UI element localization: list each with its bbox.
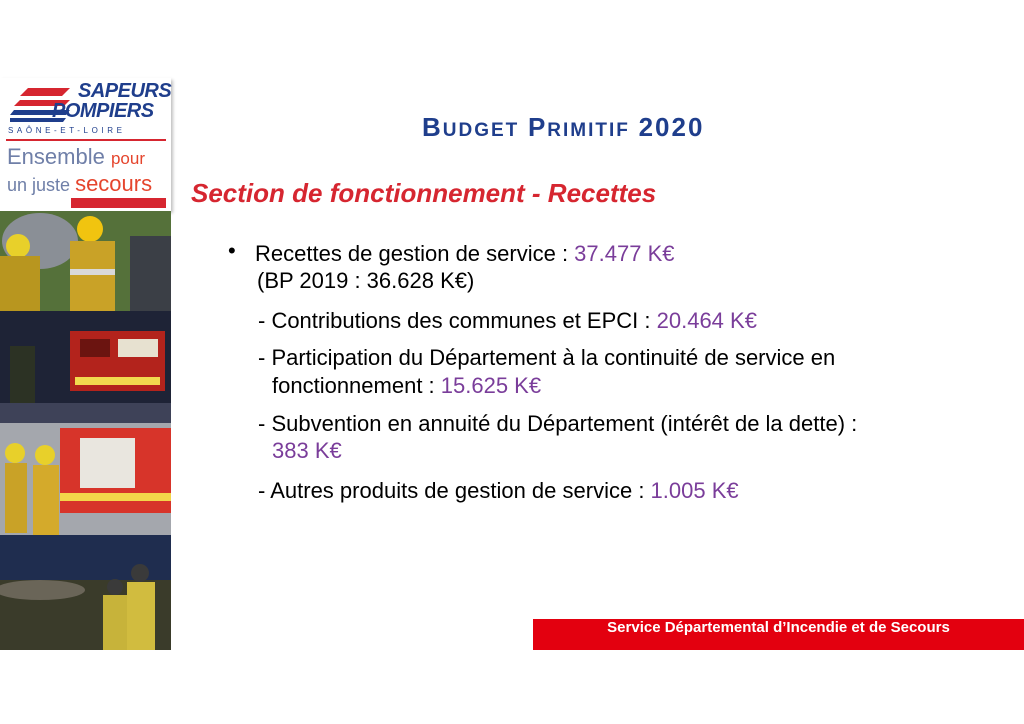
slogan-un-juste: un juste [7,175,71,195]
sub1-value: 20.464 K€ [656,308,757,333]
photo-fire-truck-night [0,311,171,423]
sdis-logo [0,78,171,211]
sub-item-autres [258,478,739,504]
sub-item-contributions [258,308,757,334]
main-bp: (BP 2019 : 36.628 K€) [257,268,475,293]
photo-ambulance [0,423,171,535]
bullet-icon: • [228,238,236,263]
slogan-ensemble: Ensemble [7,144,105,169]
slogan-line-2 [7,171,152,197]
slogan-pour: pour [110,149,145,168]
section-title: Section de fonctionnement - Recettes [191,178,657,208]
main-value: 37.477 K€ [574,241,675,266]
title-b: B [422,112,443,142]
logo-divider [6,139,166,141]
logo-pompiers: POMPIERS [52,100,154,122]
sub-item-participation-line1: - Participation du Département à la continuité de service en [258,345,836,370]
sub3-value: 383 K€ [272,438,342,463]
photo-wildfire [0,535,171,650]
slide-title [422,112,704,143]
photo-firefighters-rescue [0,211,171,311]
sub2-label: fonctionnement : [272,373,441,398]
title-p: P [527,112,548,142]
slogan-secours: secours [75,171,153,196]
sub3-value-line [272,438,342,464]
title-rimitif: RIMITIF [547,120,630,141]
left-photo-column [0,78,171,650]
title-udget: UDGET [442,120,520,141]
sub-item-participation-line2 [272,373,541,399]
sub4-value: 1.005 K€ [650,478,739,503]
title-year: 2020 [638,112,705,142]
sub2-value: 15.625 K€ [440,373,542,398]
footer-banner [533,619,1024,650]
sub-item-subvention: - Subvention en annuité du Département (intérêt de la dette) : [258,411,858,436]
logo-sapeurs: SAPEURS [78,80,172,102]
logo-region: SAÔNE-ET-LOIRE [8,126,126,135]
slogan-underline [71,198,166,208]
footer-text: Service Départemental d’Incendie et de Secours [607,619,950,636]
sub4-label: - Autres produits de gestion de service : [258,478,651,503]
main-label: Recettes de gestion de service : [255,241,575,266]
slogan-line-1 [7,144,145,170]
main-item [255,241,674,267]
sub1-label: - Contributions des communes et EPCI : [258,308,657,333]
